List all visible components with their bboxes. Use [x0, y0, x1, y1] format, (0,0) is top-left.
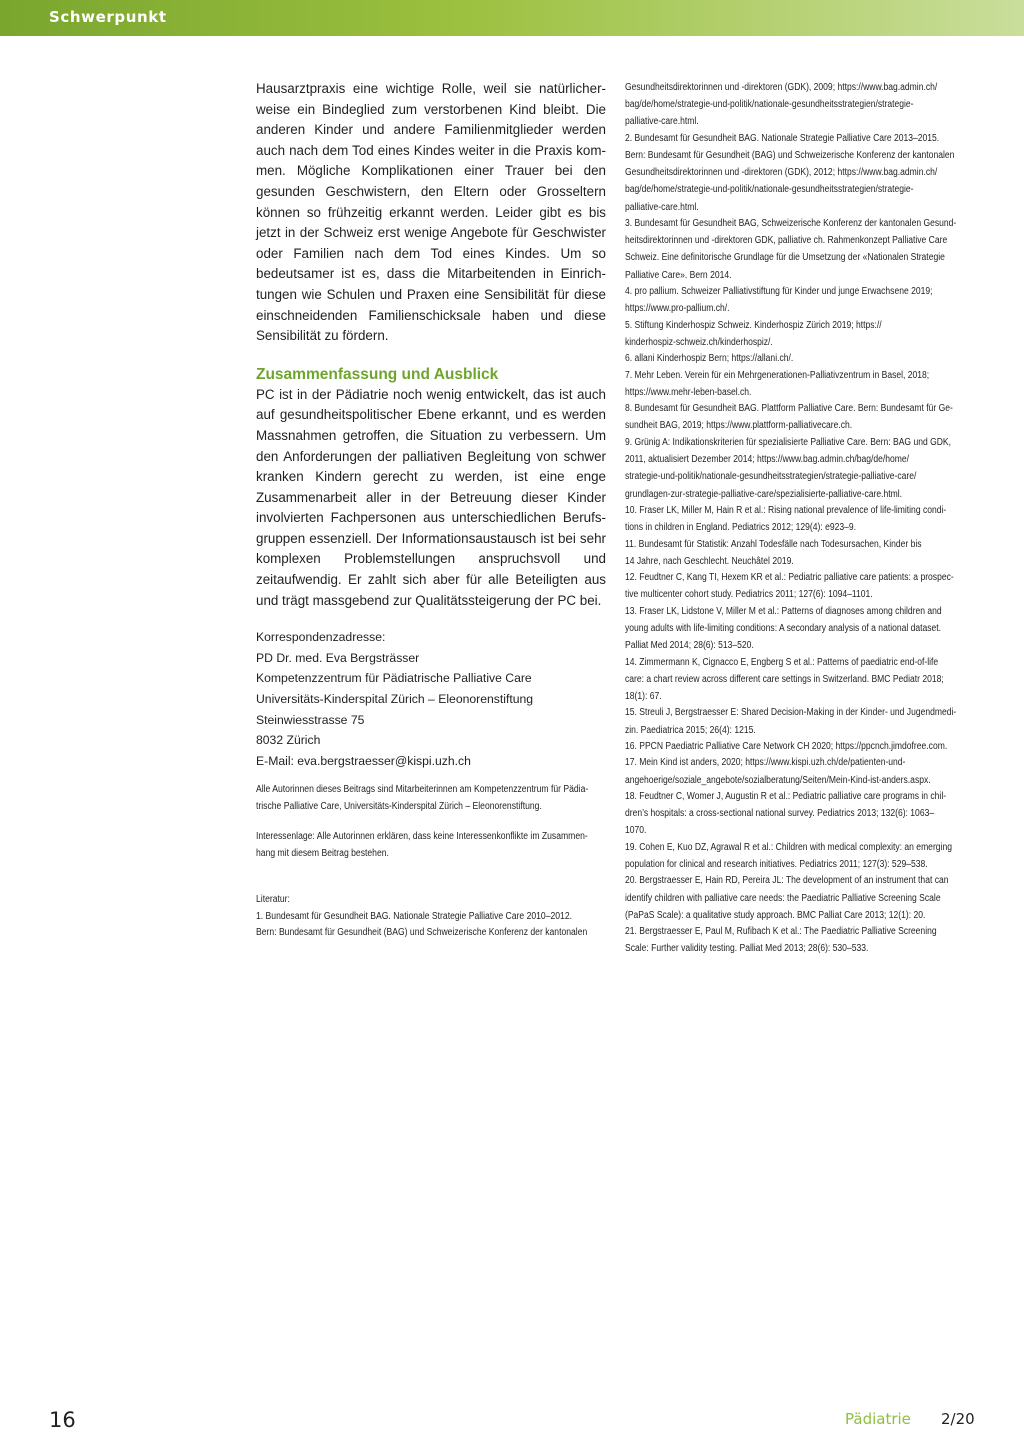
reference-item: 19. Cohen E, Kuo DZ, Agrawal R et al.: Children with medical complexity: an emerging population for clinical and research initiatives. Pediatrics 2011; 127(3): 529–538. [625, 841, 952, 870]
address-line: Steinwiesstrasse 75 [256, 712, 365, 727]
reference-item: 9. Grünig A: Indikationskriterien für spezialisierte Palliative Care. Bern: BAG und GDK, 2011, aktualisiert Dezember 2014; https://www.bag.admin.ch/bag/de/home/ strategie-und-politik/nationale-gesundheitsstrategien/strategie-palliative-care/ grundlagen-zur-strategie-palliative-care/spezialisierte-palliative-care.html. [625, 436, 952, 500]
authors-note: Alle Autorinnen dieses Beitrags sind Mitarbeiterinnen am Kompetenzzentrum für Pädia- trische Palliative Care, Universitäts-Kinderspital Zürich – Eleonorenstiftung. [256, 784, 589, 812]
reference-item: 7. Mehr Leben. Verein für ein Mehrgenerationen-Palliativzentrum in Basel, 2018; https://www.mehr-leben-basel.ch. [625, 369, 930, 398]
reference-item: 10. Fraser LK, Miller M, Hain R et al.: Rising national prevalence of life-limiting condi- tions in children in England. Pediatrics 2012; 129(4): e923–9. [625, 504, 947, 534]
reference-item: 15. Streuli J, Bergstraesser E: Shared Decision-Making in der Kinder- und Jugendmedi- zin. Paediatrica 2015; 26(4): 1215. [625, 707, 957, 736]
issue-number: 2/20 [941, 1410, 975, 1428]
reference-item: 12. Feudtner C, Kang TI, Hexem KR et al.: Pediatric palliative care patients: a prospec- tive multicenter cohort study. Pediatrics 2011; 127(6): 1094–1101. [625, 572, 954, 601]
reference-item: 18. Feudtner C, Womer J, Augustin R et al.: Pediatric palliative care programs in chil- dren’s hospitals: a cross-sectional national survey. Pediatrics 2013; 132(6): 1063– 1070. [625, 790, 947, 837]
literature-label: Literatur: [256, 894, 290, 906]
reference-item: 13. Fraser LK, Lidstone V, Miller M et al.: Patterns of diagnoses among children and young adults with life-limiting conditions: A secondary analysis of a national dataset. Palliat Med 2014; 28(6): 513–520. [625, 605, 942, 652]
reference-item: 21. Bergstraesser E, Paul M, Rufibach K et al.: The Paediatric Palliative Screening Scale: Further validity testing. Palliat Med 2013; 28(6): 530–533. [625, 926, 937, 955]
summary-paragraph: PC ist in der Pädiatrie noch wenig entwickelt, das ist auch auf gesundheitspolitischer Ebene erkannt, und es werden Massnahmen getroffen, die Situation zu verbessern. Um den Anforderungen der palliativen Begleitung von schwer kranken Kindern gerecht zu werden, ist eine enge Zusammenarbeit aller in der Betreuung dieser Kinder involvierten Fachpersonen aus unterschiedlichen Berufsgruppen essenziell. Der Informationsaustausch ist bei sehr komplexen Problemstellungen anspruchsvoll und zeitaufwendig. Er zahlt sich aber für alle Beteiligten aus und trägt massgebend zur Qualitätssteigerung der PC bei. [256, 386, 606, 608]
address-line: Kompetenzzentrum für Pädiatrische Palliative Care [256, 671, 532, 686]
reference-item: 1. Bundesamt für Gesundheit BAG. Nationale Strategie Palliative Care 2010–2012. Bern: Bundesamt für Gesundheit (BAG) und Schweizerische Konferenz der kantonalen [256, 910, 588, 939]
section-title: Schwerpunkt [49, 8, 167, 26]
reference-item: 6. allani Kinderhospiz Bern; https://allani.ch/. [625, 353, 794, 365]
reference-item: 16. PPCN Paediatric Palliative Care Network CH 2020; https://ppcnch.jimdofree.com. [625, 740, 948, 752]
section-header-bar [0, 0, 1024, 36]
section-heading: Zusammenfassung und Ausblick [256, 365, 499, 383]
reference-item: 14. Zimmermann K, Cignacco E, Engberg S et al.: Patterns of paediatric end-of-life care: a chart review across different care settings in Switzerland. BMC Pediatr 2018; 18(1): 67. [625, 656, 944, 702]
reference-list [625, 79, 977, 957]
left-column [256, 79, 606, 942]
address-line: Korrespondenzadresse: [256, 630, 386, 645]
reference-item: 2. Bundesamt für Gesundheit BAG. Nationale Strategie Palliative Care 2013–2015. Bern: Bundesamt für Gesundheit (BAG) und Schweizerische Konferenz der kantonalen Gesundheitsdirektorinnen und -direktoren (GDK), 2012; https://www.bag.admin.ch/ bag/de/home/strategie-und-politik/nationale-gesundheitsstrategien/strategie- palliative-care.html. [625, 132, 955, 213]
address-line: 8032 Zürich [256, 733, 321, 748]
journal-name: Pädiatrie [845, 1410, 911, 1428]
reference-item: 11. Bundesamt für Statistik: Anzahl Todesfälle nach Todesursachen, Kinder bis 14 Jahre, nach Geschlecht. Neuchâtel 2019. [625, 538, 922, 567]
reference-item: 3. Bundesamt für Gesundheit BAG, Schweizerische Konferenz der kantonalen Gesund- heitsdirektorinnen und -direktoren GDK, palliative ch. Rahmenkonzept Palliative Care Schweiz. Eine definitorische Grundlage für die Umsetzung der «Nationalen Strategie Palliative Care». Bern 2014. [625, 218, 957, 281]
intro-paragraph: Hausarztpraxis eine wichtige Rolle, weil sie natürlicherweise ein Bindeglied zum verstorbenen Kind bleibt. Die anderen Kinder und andere Familienmitglieder werden auch nach dem Tod eines Kindes weiter in die Praxis kommen. Mögliche Komplikationen einer Trauer bei den gesunden Geschwistern, den Eltern oder Grosseltern können so frühzeitig erkannt werden. Leider gibt es bis jetzt in der Schweiz erst wenige Angebote für Geschwister oder Familien nach dem Tod eines Kindes. Um so bedeutsamer ist es, dass die Mitarbeitenden in Einrichtungen wie Schulen und Praxen eine Sensibilität für diese einschneidenden Familienschicksale haben und diese Sensibilität zu fördern. [256, 81, 606, 344]
reference-item: 4. pro pallium. Schweizer Palliativstiftung für Kinder und junge Erwachsene 2019; https://www.pro-pallium.ch/. [625, 286, 933, 315]
page-number: 16 [49, 1408, 76, 1432]
conflict-note: Interessenlage: Alle Autorinnen erklären, dass keine Interessenkonflikte im Zusammen- hang mit diesem Beitrag bestehen. [256, 831, 588, 859]
email-address: E-Mail: eva.bergstraesser@kispi.uzh.ch [256, 753, 471, 768]
reference-item: 17. Mein Kind ist anders, 2020; https://www.kispi.uzh.ch/de/patienten-und- angehoerige/soziale_angebote/sozialberatung/Seiten/Mein-Kind-ist-anders.aspx. [625, 757, 931, 786]
address-line: PD Dr. med. Eva Bergsträsser [256, 650, 420, 665]
correspondence-address [256, 627, 606, 771]
address-line: Universitäts-Kinderspital Zürich – Eleonorenstiftung [256, 692, 534, 707]
reference-item: 8. Bundesamt für Gesundheit BAG. Plattform Palliative Care. Bern: Bundesamt für Ge- sundheit BAG, 2019; https://www.plattform-palliativecare.ch. [625, 403, 953, 432]
reference-item: 20. Bergstraesser E, Hain RD, Pereira JL: The development of an instrument that can identify children with palliative care needs: the Paediatric Palliative Screening Scale (PaPaS Scale): a qualitative study approach. BMC Palliat Care 2013; 12(1): 20. [625, 875, 949, 921]
reference-item: Gesundheitsdirektorinnen und -direktoren (GDK), 2009; https://www.bag.admin.ch/ bag/de/home/strategie-und-politik/nationale-gesundheitsstrategien/strategie- palliative-care.html. [625, 82, 938, 128]
reference-item: 5. Stiftung Kinderhospiz Schweiz. Kinderhospiz Zürich 2019; https:// kinderhospiz-schweiz.ch/kinderhospiz/. [625, 319, 882, 348]
